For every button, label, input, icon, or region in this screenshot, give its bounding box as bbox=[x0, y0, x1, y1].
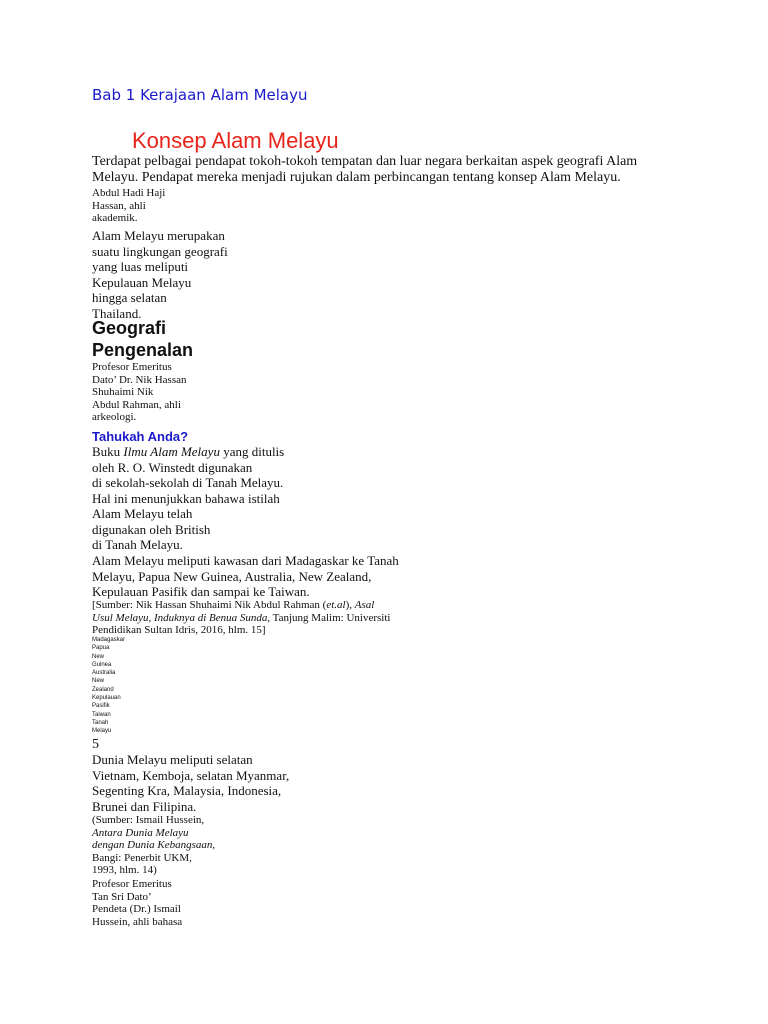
citation-italic: Usul Melayu, Induknya di Benua Sunda bbox=[92, 611, 268, 624]
intro-line: Terdapat pelbagai pendapat tokoh-tokoh tempatan dan luar negara berkaitan aspek geografi Alam bbox=[92, 154, 638, 169]
quote-line: Kepulauan Melayu bbox=[92, 274, 192, 290]
citation-text: [Sumber: Nik Hassan Shuhaimi Nik Abdul Rahman ( bbox=[92, 599, 327, 611]
map-label: Australia bbox=[92, 670, 116, 677]
map-label: Zealand bbox=[92, 686, 114, 693]
quote-line: hingga selatan bbox=[92, 290, 167, 305]
quote-line: yang luas meliputi bbox=[92, 259, 189, 274]
caption-line: Hussein, ahli bahasa bbox=[92, 915, 183, 928]
map-label: Taiwan bbox=[92, 711, 111, 718]
caption-line: Shuhaimi Nik bbox=[92, 386, 154, 398]
region-line: Kepulauan Pasifik dan sampai ke Taiwan. bbox=[92, 584, 310, 599]
map-label: New bbox=[92, 678, 105, 685]
fact-line bbox=[92, 444, 284, 460]
ismail-caption bbox=[92, 878, 182, 928]
citation-text: ), bbox=[345, 599, 355, 611]
intro-line: Melayu. Pendapat mereka menjadi rujukan dalam perbincangan tentang konsep Alam Melayu. bbox=[92, 170, 621, 185]
caption-line: akademik. bbox=[92, 212, 138, 224]
citation-italic: dengan Dunia Kebangsaan, bbox=[92, 839, 216, 851]
region-line: Alam Melayu meliputi kawasan dari Madagaskar ke Tanah bbox=[92, 553, 399, 568]
fact-box bbox=[92, 444, 284, 553]
dunia-melayu-paragraph bbox=[92, 752, 289, 814]
abdul-hadi-quote bbox=[92, 228, 228, 321]
fact-line: di Tanah Melayu. bbox=[92, 537, 183, 552]
citation-line: 1993, hlm. 14) bbox=[92, 864, 157, 876]
citation-line: Bangi: Penerbit UKM, bbox=[92, 851, 192, 864]
citation-line: (Sumber: Ismail Hussein, bbox=[92, 814, 205, 826]
abdul-hadi-caption bbox=[92, 187, 165, 225]
fact-line: oleh R. O. Winstedt digunakan bbox=[92, 459, 253, 475]
map-label: Tanah bbox=[92, 719, 109, 726]
chapter-title: Bab 1 Kerajaan Alam Melayu bbox=[92, 86, 308, 104]
dunia-line: Dunia Melayu meliputi selatan bbox=[92, 752, 253, 767]
citation-line bbox=[92, 839, 215, 852]
source-citation-1 bbox=[92, 599, 390, 637]
page-number: 5 bbox=[92, 737, 99, 752]
quote-line: Thailand. bbox=[92, 305, 142, 321]
map-label: Kepulauan bbox=[92, 695, 121, 702]
book-title: Ilmu Alam Melayu bbox=[123, 444, 220, 459]
map-label: Madagaskar bbox=[92, 637, 126, 643]
caption-line: Profesor Emeritus bbox=[92, 878, 172, 890]
map-label: Melayu bbox=[92, 728, 112, 735]
tahukah-anda-heading: Tahukah Anda? bbox=[92, 429, 189, 444]
map-label: Pasifik bbox=[92, 703, 110, 710]
dunia-line: Brunei dan Filipina. bbox=[92, 798, 197, 814]
fact-text: yang ditulis bbox=[219, 444, 285, 459]
region-paragraph bbox=[92, 553, 399, 600]
fact-line: digunakan oleh British bbox=[92, 521, 211, 537]
caption-line: Tan Sri Dato’ bbox=[92, 890, 152, 903]
heading-geografi: Geografi bbox=[92, 318, 167, 338]
nik-hassan-caption bbox=[92, 361, 187, 424]
dunia-line: Segenting Kra, Malaysia, Indonesia, bbox=[92, 783, 282, 798]
caption-line: Profesor Emeritus bbox=[92, 361, 172, 373]
fact-line: Hal ini menunjukkan bahawa istilah bbox=[92, 490, 280, 506]
citation-text: , Tanjung Malim: Universiti bbox=[267, 611, 391, 624]
fact-text: Buku bbox=[92, 444, 124, 459]
map-label: Guinea bbox=[92, 661, 112, 668]
citation-line: Pendidikan Sultan Idris, 2016, hlm. 15] bbox=[92, 624, 266, 636]
citation-italic: Asal bbox=[354, 599, 375, 611]
map-label: New bbox=[92, 653, 105, 660]
quote-line: suatu lingkungan geografi bbox=[92, 243, 228, 259]
dunia-line: Vietnam, Kemboja, selatan Myanmar, bbox=[92, 767, 290, 783]
map-label: Papua bbox=[92, 645, 110, 652]
map-labels bbox=[92, 636, 125, 736]
citation-italic: et.al bbox=[326, 599, 346, 611]
region-line: Melayu, Papua New Guinea, Australia, New Zealand, bbox=[92, 568, 372, 584]
citation-italic: Antara Dunia Melayu bbox=[92, 826, 189, 839]
quote-line: Alam Melayu merupakan bbox=[92, 228, 225, 243]
main-title: Konsep Alam Melayu bbox=[132, 128, 339, 153]
fact-line: di sekolah-sekolah di Tanah Melayu. bbox=[92, 475, 284, 490]
source-citation-2 bbox=[92, 814, 215, 877]
fact-line: Alam Melayu telah bbox=[92, 506, 193, 521]
citation-line bbox=[92, 612, 390, 625]
heading-pengenalan: Pengenalan bbox=[92, 340, 194, 360]
citation-line bbox=[92, 599, 390, 612]
caption-line: Dato’ Dr. Nik Hassan bbox=[92, 373, 187, 386]
caption-line: Abdul Hadi Haji bbox=[92, 187, 166, 199]
intro-paragraph bbox=[92, 154, 637, 186]
caption-line: Abdul Rahman, ahli bbox=[92, 398, 181, 411]
caption-line: Pendeta (Dr.) Ismail bbox=[92, 903, 181, 915]
citation-line bbox=[92, 827, 215, 840]
caption-line: arkeologi. bbox=[92, 411, 137, 423]
caption-line: Hassan, ahli bbox=[92, 199, 146, 212]
